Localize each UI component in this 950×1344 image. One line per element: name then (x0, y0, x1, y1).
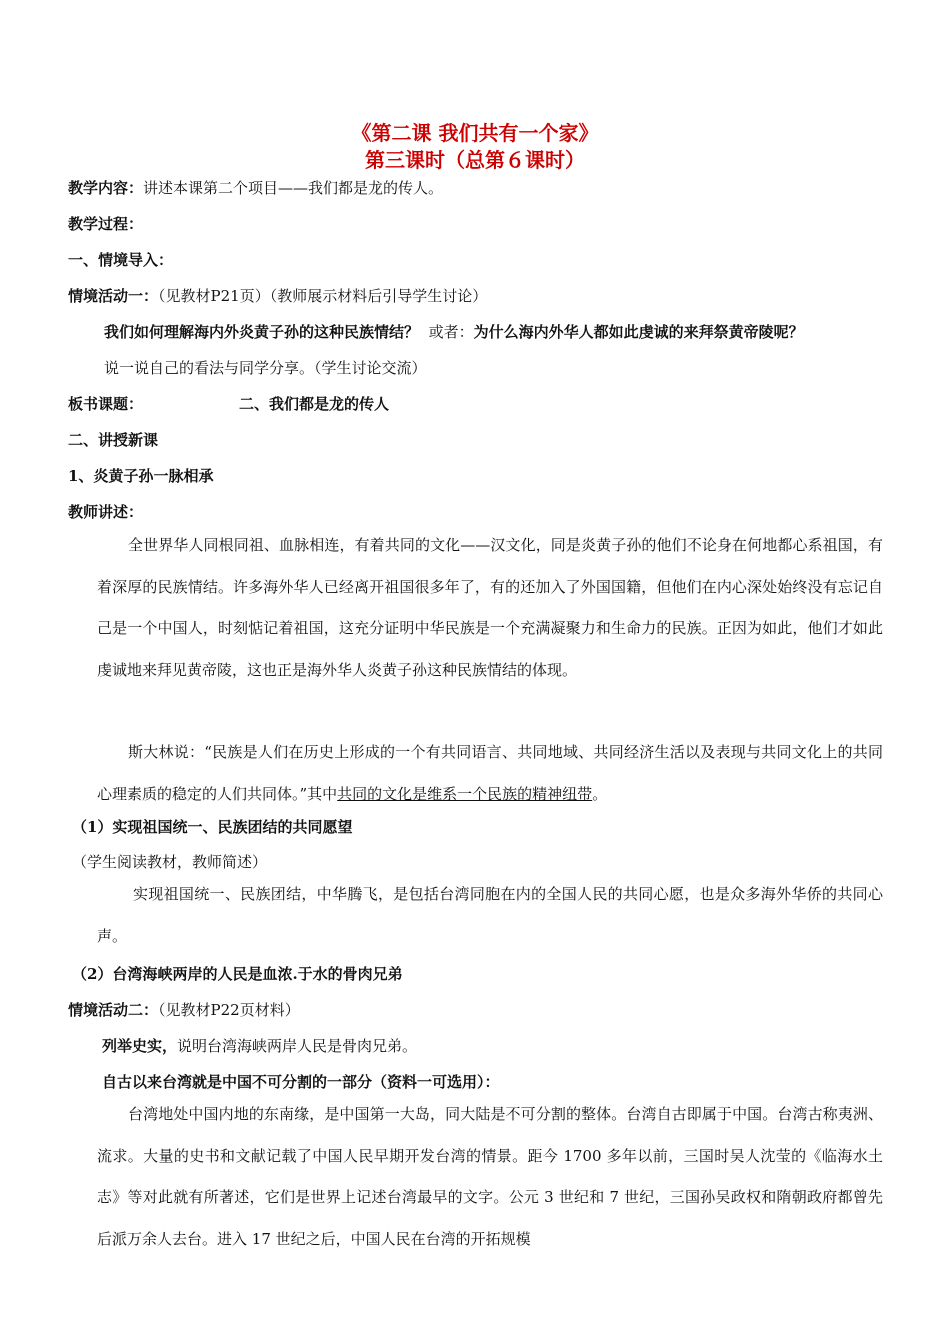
sub1-heading: （1）实现祖国统一、民族团结的共同愿望 (72, 818, 353, 836)
activity2-line (68, 1000, 300, 1020)
activity1-line (68, 286, 487, 306)
paragraph-national-sentiment: 全世界华人同根同祖、血脉相连，有着共同的文化——汉文化，同是炎黄子孙的他们不论身在何地都心系祖国，有着深厚的民族情结。许多海外华人已经离开祖国很多年了，有的还加入了外国国籍，但他们在内心深处始终没有忘记自己是一个中国人，时刻惦记着祖国，这充分证明中华民族是一个充满凝聚力和生命力的民族。正因为如此，他们才如此虔诚地来拜见黄帝陵，这也正是海外华人炎黄子孙这种民族情结的体现。 (97, 536, 883, 679)
process-heading: 教学过程： (68, 215, 144, 233)
question-or: 或者： (428, 323, 474, 341)
board-label: 板书课题： (68, 395, 144, 413)
list-facts-text: 说明台湾海峡两岸人民是骨肉兄弟。 (177, 1037, 418, 1055)
section1-heading: 一、情境导入： (68, 251, 174, 269)
board-title-line (68, 394, 389, 414)
stalin-quote-underlined: 共同的文化是维系一个民族的精神纽带 (337, 784, 593, 803)
stalin-quote-text: 斯大林说：“民族是人们在历史上形成的一个有共同语言、共同地域、共同经济生活以及表现与共同文化上的共同心理素质的稳定的人们共同体。”其中 (97, 743, 883, 803)
share-line: 说一说自己的看法与同学分享。（学生讨论交流） (104, 359, 427, 377)
discussion-question (104, 322, 804, 342)
list-facts-bold: 列举史实， (102, 1037, 178, 1055)
question-2: 为什么海内外华人都如此虔诚的来拜祭黄帝陵呢？ (473, 323, 804, 341)
section2-heading: 二、讲授新课 (68, 431, 159, 449)
paragraph-stalin-quote (97, 732, 883, 815)
teaching-content-text: 讲述本课第二个项目——我们都是龙的传人。 (143, 179, 444, 197)
sub2-heading: （2）台湾海峡两岸的人民是血浓.于水的骨肉兄弟 (72, 965, 403, 983)
material-heading: 自古以来台湾就是中国不可分割的一部分（资料一可选用）： (102, 1073, 500, 1091)
activity1-label: 情境活动一： (68, 287, 159, 305)
paragraph-taiwan-history: 台湾地处中国内地的东南缘，是中国第一大岛，同大陆是不可分割的整体。台湾自古即属于中国。台湾古称夷洲、流求。大量的史书和文献记载了中国人民早期开发台湾的情景。距今 1700 多年以前，三国时吴人沈莹的《临海水土志》等对此就有所著述，它们是世界上记述台湾最早的文字。公元 3 世纪和 7 世纪，三国孙吴政权和隋朝政府都曾先后派万余人去台。进入 17 世纪之后，中国人民在台湾的开拓规模 (97, 1105, 883, 1248)
point1-heading: 1、炎黄子孙一脉相承 (68, 467, 214, 485)
paragraph-reunification: 实现祖国统一、民族团结，中华腾飞，是包括台湾同胞在内的全国人民的共同心愿，也是众多海外华侨的共同心声。 (97, 885, 883, 945)
activity2-text: （见教材P22页材料） (158, 1001, 300, 1019)
question-1: 我们如何理解海内外炎黄子孙的这种民族情结？ (104, 323, 420, 341)
teacher-label: 教师讲述： (68, 503, 144, 521)
board-title: 二、我们都是龙的传人 (239, 395, 390, 413)
lesson-title: 《第二课 我们共有一个家》 (351, 121, 599, 145)
teaching-content (68, 178, 443, 198)
list-facts-line (102, 1036, 417, 1056)
activity1-text: （见教材P21页）（教师展示材料后引导学生讨论） (158, 287, 488, 305)
stalin-quote-end: 。 (592, 784, 608, 803)
teaching-content-label: 教学内容： (68, 179, 144, 197)
lesson-subtitle: 第三课时（总第６课时） (365, 148, 585, 172)
activity2-label: 情境活动二： (68, 1001, 159, 1019)
sub1-note: （学生阅读教材，教师简述） (72, 853, 268, 871)
